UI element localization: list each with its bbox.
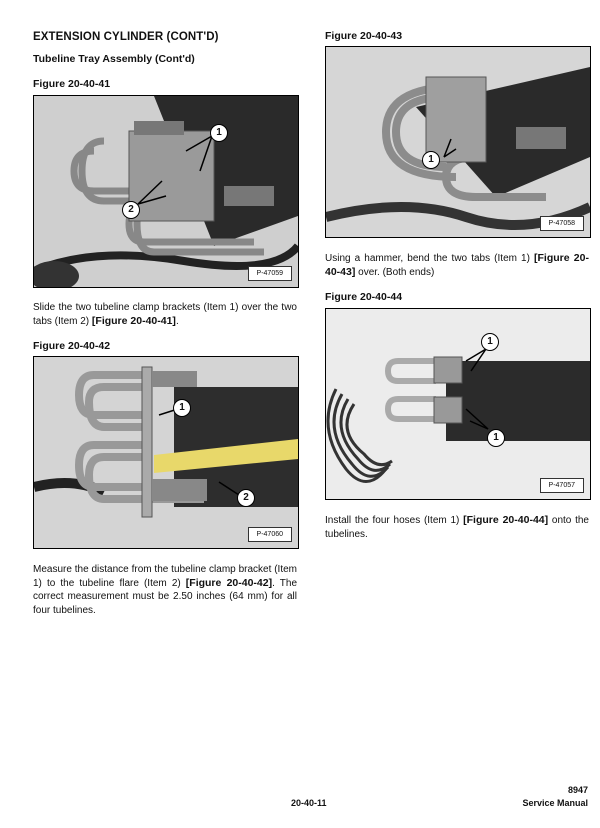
callout-2: 2 bbox=[122, 201, 140, 219]
figure-43-title: Figure 20-40-43 bbox=[325, 30, 403, 42]
figure-44-title: Figure 20-40-44 bbox=[325, 291, 403, 303]
doc-title: Service Manual bbox=[522, 798, 588, 808]
subsection-title: Tubeline Tray Assembly (Cont'd) bbox=[33, 53, 195, 65]
paragraph-2: Measure the distance from the tubeline clamp bracket (Item 1) to the tubeline flare (Item 2) [Figure 20-40-42]. The correct measurement must be 2.50 inches (64 mm) for all four tubelines. bbox=[33, 564, 298, 616]
callout-1: 1 bbox=[422, 151, 440, 169]
doc-number: 8947 bbox=[567, 785, 588, 795]
figure-42-title: Figure 20-40-42 bbox=[33, 340, 111, 352]
figure-41-title: Figure 20-40-41 bbox=[33, 78, 111, 90]
callout-1: 1 bbox=[210, 124, 228, 142]
paragraph-3: Using a hammer, bend the two tabs (Item 1) [Figure 20-40-43] over. (Both ends) bbox=[325, 252, 589, 278]
callout-1: 1 bbox=[481, 333, 499, 351]
hose-install-illustration bbox=[326, 309, 590, 499]
figure-42-photo bbox=[33, 356, 299, 549]
tubeline-measure-illustration bbox=[34, 357, 298, 548]
photo-id-label: P-47059 bbox=[248, 266, 292, 281]
figure-43-photo bbox=[325, 46, 591, 238]
callout-1: 1 bbox=[173, 399, 191, 417]
figure-41-photo bbox=[33, 95, 299, 288]
tubeline-bracket-illustration bbox=[34, 96, 298, 287]
photo-id-label: P-47058 bbox=[540, 216, 584, 231]
figure-44-photo bbox=[325, 308, 591, 500]
section-title: EXTENSION CYLINDER (CONT'D) bbox=[33, 31, 219, 43]
callout-1-lower: 1 bbox=[487, 429, 505, 447]
callout-2: 2 bbox=[237, 489, 255, 507]
paragraph-4: Install the four hoses (Item 1) [Figure 20-40-44] onto the tubelines. bbox=[325, 514, 589, 540]
page-number: 20-40-11 bbox=[291, 798, 327, 808]
paragraph-1: Slide the two tubeline clamp brackets (Item 1) over the two tabs (Item 2) [Figure 20-40-41]. bbox=[33, 302, 297, 327]
photo-id-label: P-47057 bbox=[540, 478, 584, 493]
photo-id-label: P-47060 bbox=[248, 527, 292, 542]
tab-bend-illustration bbox=[326, 47, 590, 237]
